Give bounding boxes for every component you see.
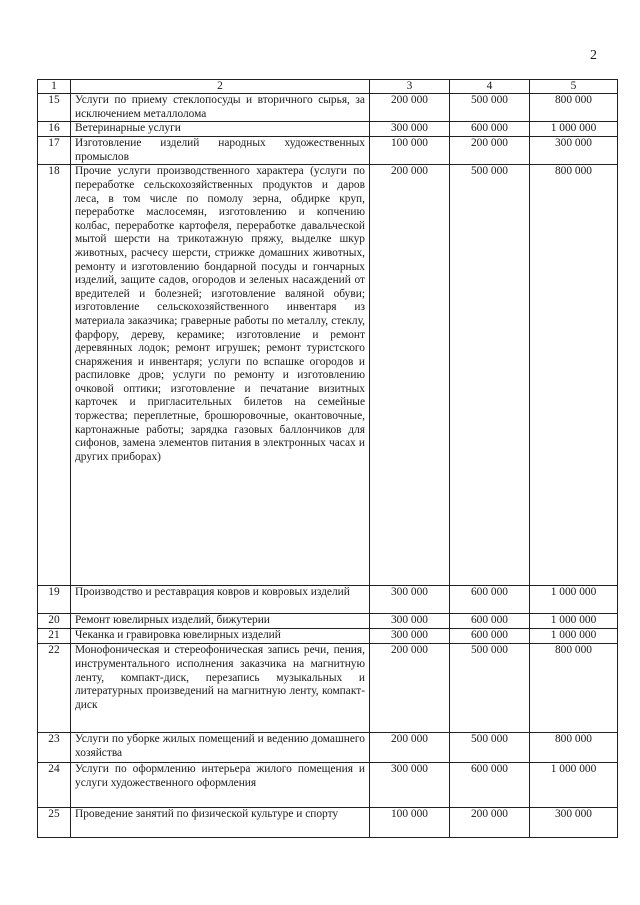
tariff-table [37, 79, 618, 838]
row-description: Производство и реставрация ковров и ковровых изделий [71, 586, 370, 614]
row-description: Изготовление изделий народных художественных промыслов [71, 137, 370, 165]
header-cell-col3: 3 [370, 80, 450, 94]
table-row [38, 733, 618, 763]
row-value-col5: 1 000 000 [530, 122, 618, 137]
row-number: 24 [38, 763, 71, 808]
row-value-col3: 200 000 [370, 733, 450, 763]
table-row [38, 644, 618, 733]
row-value-col5: 1 000 000 [530, 763, 618, 808]
row-number: 20 [38, 614, 71, 629]
row-description: Услуги по уборке жилых помещений и ведению домашнего хозяйства [71, 733, 370, 763]
table-row [38, 629, 618, 644]
table-row [38, 586, 618, 614]
row-description: Услуги по оформлению интерьера жилого помещения и услуги художественного оформления [71, 763, 370, 808]
row-value-col3: 300 000 [370, 586, 450, 614]
header-cell-col5: 5 [530, 80, 618, 94]
table-row [38, 614, 618, 629]
row-value-col5: 1 000 000 [530, 629, 618, 644]
row-number: 15 [38, 94, 71, 122]
row-value-col4: 500 000 [450, 165, 530, 586]
row-value-col5: 800 000 [530, 94, 618, 122]
row-value-col5: 300 000 [530, 808, 618, 838]
row-description: Чеканка и гравировка ювелирных изделий [71, 629, 370, 644]
row-value-col3: 100 000 [370, 137, 450, 165]
row-value-col5: 800 000 [530, 733, 618, 763]
row-description: Монофоническая и стереофоническая запись речи, пения, инструментального исполнения заказчика на магнитную ленту, компакт-диск, перезапись музыкальных и литературных произведений на магнитную ленту, компакт-диск [71, 644, 370, 733]
row-number: 21 [38, 629, 71, 644]
header-cell-col1: 1 [38, 80, 71, 94]
table-row [38, 165, 618, 586]
row-value-col3: 200 000 [370, 644, 450, 733]
table-row [38, 94, 618, 122]
table-row [38, 808, 618, 838]
table-row [38, 763, 618, 808]
row-value-col4: 600 000 [450, 763, 530, 808]
table-row [38, 137, 618, 165]
row-value-col5: 800 000 [530, 644, 618, 733]
row-number: 23 [38, 733, 71, 763]
row-description: Ветеринарные услуги [71, 122, 370, 137]
row-value-col3: 300 000 [370, 122, 450, 137]
row-value-col3: 100 000 [370, 808, 450, 838]
header-cell-col4: 4 [450, 80, 530, 94]
row-value-col4: 600 000 [450, 629, 530, 644]
row-description: Ремонт ювелирных изделий, бижутерии [71, 614, 370, 629]
row-value-col4: 200 000 [450, 137, 530, 165]
row-value-col5: 1 000 000 [530, 614, 618, 629]
row-value-col5: 800 000 [530, 165, 618, 586]
row-value-col3: 200 000 [370, 94, 450, 122]
row-value-col3: 300 000 [370, 614, 450, 629]
row-number: 25 [38, 808, 71, 838]
row-value-col3: 200 000 [370, 165, 450, 586]
row-value-col4: 600 000 [450, 122, 530, 137]
header-cell-col2: 2 [71, 80, 370, 94]
row-value-col3: 300 000 [370, 629, 450, 644]
row-value-col4: 500 000 [450, 733, 530, 763]
row-value-col5: 1 000 000 [530, 586, 618, 614]
table-row [38, 122, 618, 137]
row-value-col4: 500 000 [450, 94, 530, 122]
page-number: 2 [590, 48, 597, 63]
row-value-col3: 300 000 [370, 763, 450, 808]
row-value-col4: 200 000 [450, 808, 530, 838]
row-number: 18 [38, 165, 71, 586]
row-value-col4: 600 000 [450, 586, 530, 614]
row-number: 17 [38, 137, 71, 165]
row-description: Прочие услуги производственного характера (услуги по переработке сельскохозяйственных продуктов и даров леса, в том числе по помолу зерна, обдирке круп, переработке маслосемян, изготовлению и копчению колбас, переработке картофеля, переработке давальческой мытой шерсти на трикотажную пряжу, выделке шкур животных, расчесу шерсти, стрижке домашних животных, ремонту и изготовлению бондарной посуды и гончарных изделий, защите садов, огородов и зеленых насаждений от вредителей и болезней; изготовление валяной обуви; изготовление сельскохозяйственного инвентаря из материала заказчика; граверные работы по металлу, стеклу, фарфору, дереву, керамике; изготовление и ремонт деревянных лодок; ремонт игрушек; ремонт туристского снаряжения и инвентаря; услуги по вспашке огородов и распиловке дров; услуги по ремонту и изготовлению очковой оптики; изготовление и печатание визитных карточек и пригласительных билетов на семейные торжества; переплетные, брошюровочные, окантовочные, картонажные работы; зарядка газовых баллончиков для сифонов, замена элементов питания в электронных часах и других приборах) [71, 165, 370, 586]
row-value-col4: 600 000 [450, 614, 530, 629]
table-header-row [38, 80, 618, 94]
row-number: 22 [38, 644, 71, 733]
row-number: 19 [38, 586, 71, 614]
row-value-col4: 500 000 [450, 644, 530, 733]
row-value-col5: 300 000 [530, 137, 618, 165]
row-number: 16 [38, 122, 71, 137]
row-description: Услуги по приему стеклопосуды и вторичного сырья, за исключением металлолома [71, 94, 370, 122]
row-description: Проведение занятий по физической культуре и спорту [71, 808, 370, 838]
